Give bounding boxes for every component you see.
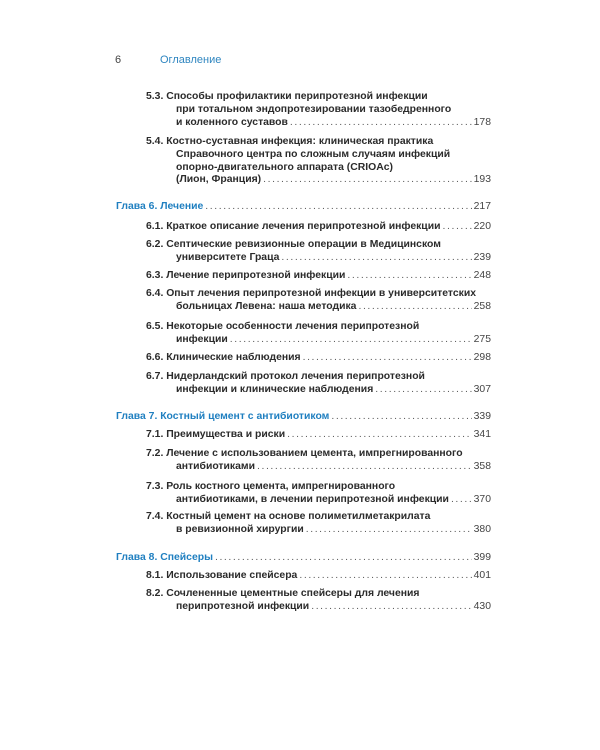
toc-entry-line xyxy=(146,524,491,537)
leader-dots xyxy=(442,221,471,234)
toc-entry-line xyxy=(146,352,491,365)
toc-chapter-entry xyxy=(116,552,491,565)
toc-page-number: 370 xyxy=(473,493,491,505)
toc-page-number: 341 xyxy=(473,429,491,440)
toc-entry-line xyxy=(146,174,491,187)
toc-entry-line xyxy=(146,221,491,234)
leader-dots xyxy=(299,570,471,583)
toc-entry-line xyxy=(146,91,491,104)
toc-entry-title: инфекции и клинические наблюдения xyxy=(176,383,374,395)
toc-section-entry xyxy=(146,136,491,187)
toc-entry-line xyxy=(146,104,491,117)
toc-entry-line xyxy=(146,601,491,614)
toc-section-entry xyxy=(146,588,491,614)
toc-entry-title: Справочного центра по сложным случаям инфекций xyxy=(176,148,451,160)
toc-entry-title: 6.3. Лечение перипротезной инфекции xyxy=(146,270,346,281)
toc-entry-line xyxy=(146,270,491,283)
toc-page-number: 358 xyxy=(473,460,491,472)
toc-entry-title: 6.1. Краткое описание лечения перипротезной инфекции xyxy=(146,221,441,232)
toc-entry-title: 6.7. Нидерландский протокол лечения перипротезной xyxy=(146,371,425,382)
toc-entry-title: 6.5. Некоторые особенности лечения перипротезной xyxy=(146,321,420,332)
leader-dots xyxy=(358,301,471,314)
leader-dots xyxy=(451,494,472,507)
toc-entry-line xyxy=(146,117,491,130)
toc-page-number: 430 xyxy=(473,600,491,612)
leader-dots xyxy=(290,117,472,130)
toc-entry-title: 7.1. Преимущества и риски xyxy=(146,429,286,440)
toc-section-entry xyxy=(146,371,491,397)
toc-entry-title: больницах Левена: наша методика xyxy=(176,300,357,312)
toc-entry-title: опорно-двигательного аппарата (CRIOAc) xyxy=(176,161,393,173)
toc-section-entry xyxy=(146,221,491,234)
leader-dots xyxy=(215,552,472,565)
toc-entry-title: Глава 8. Спейсеры xyxy=(116,552,213,563)
toc-page-number: 275 xyxy=(473,333,491,345)
toc-entry-title: при тотальном эндопротезировании тазобедренного xyxy=(176,103,452,115)
toc-entry-title: Глава 7. Костный цемент с антибиотиком xyxy=(116,411,330,422)
leader-dots xyxy=(311,601,471,614)
toc-entry-line xyxy=(146,301,491,314)
toc-page-number: 217 xyxy=(473,201,491,212)
leader-dots xyxy=(306,524,472,537)
toc-page-number: 380 xyxy=(473,523,491,535)
toc-entry-line xyxy=(146,371,491,384)
toc-entry-title: 5.3. Способы профилактики перипротезной инфекции xyxy=(146,91,428,102)
toc-entry-line xyxy=(146,448,491,461)
toc-page-number: 220 xyxy=(473,221,491,232)
toc-section-entry xyxy=(146,288,491,314)
toc-entry-line xyxy=(146,461,491,474)
toc-page-number: 258 xyxy=(473,300,491,312)
toc-entry-line xyxy=(146,136,491,149)
toc-entry-title: 6.2. Септические ревизионные операции в Медицинском xyxy=(146,239,441,250)
running-title: Оглавление xyxy=(160,54,222,66)
toc-section-entry xyxy=(146,270,491,283)
toc-page-number: 298 xyxy=(473,352,491,363)
toc-entry-line xyxy=(146,149,491,162)
leader-dots xyxy=(263,174,472,187)
toc-section-entry xyxy=(146,239,491,265)
toc-entry-title: антибиотиками xyxy=(176,460,255,472)
toc-section-entry xyxy=(146,448,491,474)
toc-entry-title: 6.6. Клинические наблюдения xyxy=(146,352,301,363)
toc-page-number: 401 xyxy=(473,570,491,581)
leader-dots xyxy=(281,252,471,265)
leader-dots xyxy=(375,384,471,397)
toc-entry-line xyxy=(146,384,491,397)
toc-entry-title: университете Граца xyxy=(176,251,280,263)
toc-entry-title: Глава 6. Лечение xyxy=(116,201,204,212)
toc-entry-line xyxy=(146,252,491,265)
toc-entry-line xyxy=(116,411,491,424)
toc-entry-title: 8.2. Сочлененные цементные спейсеры для лечения xyxy=(146,588,420,599)
leader-dots xyxy=(205,201,471,214)
toc-entry-title: (Лион, Франция) xyxy=(176,174,262,186)
leader-dots xyxy=(331,411,471,424)
toc-entry-line xyxy=(146,162,491,175)
toc-entry-line xyxy=(146,511,491,524)
toc-section-entry xyxy=(146,91,491,129)
toc-chapter-entry xyxy=(116,411,491,424)
toc-section-entry xyxy=(146,352,491,365)
toc-entry-line xyxy=(116,552,491,565)
toc-page-number: 339 xyxy=(473,411,491,422)
toc-entry-title: 7.4. Костный цемент на основе полиметилметакрилата xyxy=(146,511,431,522)
leader-dots xyxy=(287,429,472,442)
toc-entry-title: 6.4. Опыт лечения перипротезной инфекции в университетских xyxy=(146,288,476,299)
toc-entry-line xyxy=(146,239,491,252)
toc-section-entry xyxy=(146,570,491,583)
toc-chapter-entry xyxy=(116,201,491,214)
toc-page-number: 399 xyxy=(473,552,491,563)
toc-section-entry xyxy=(146,321,491,347)
toc-entry-line xyxy=(146,481,491,494)
toc-entry-line xyxy=(116,201,491,214)
toc-entry-line xyxy=(146,321,491,334)
toc-entry-title: и коленного суставов xyxy=(176,116,288,128)
toc-page-number: 239 xyxy=(473,251,491,263)
toc-entry-title: 7.2. Лечение с использованием цемента, импрегнированного xyxy=(146,448,463,459)
toc-section-entry xyxy=(146,481,491,507)
toc-entry-title: 8.1. Использование спейсера xyxy=(146,570,298,581)
leader-dots xyxy=(230,334,472,347)
toc-section-entry xyxy=(146,429,491,442)
toc-entry-title: 7.3. Роль костного цемента, импрегнированного xyxy=(146,481,396,492)
toc-page-number: 193 xyxy=(473,174,491,186)
toc-section-entry xyxy=(146,511,491,537)
toc-entry-title: в ревизионной хирургии xyxy=(176,523,304,535)
leader-dots xyxy=(303,352,472,365)
toc-page-number: 178 xyxy=(473,116,491,128)
toc-entry-line xyxy=(146,334,491,347)
toc-page-number: 248 xyxy=(473,270,491,281)
toc-entry-line xyxy=(146,429,491,442)
toc-entry-title: инфекции xyxy=(176,333,228,345)
toc-entry-line xyxy=(146,588,491,601)
toc-entry-line xyxy=(146,288,491,301)
page-number: 6 xyxy=(115,54,122,66)
toc-entry-line xyxy=(146,570,491,583)
toc-entry-title: перипротезной инфекции xyxy=(176,600,310,612)
toc-entry-title: антибиотиками, в лечении перипротезной инфекции xyxy=(176,493,449,505)
leader-dots xyxy=(257,461,472,474)
toc-entry-title: 5.4. Костно-суставная инфекция: клиническая практика xyxy=(146,136,434,147)
leader-dots xyxy=(347,270,471,283)
toc-page-number: 307 xyxy=(473,383,491,395)
toc-entry-line xyxy=(146,494,491,507)
